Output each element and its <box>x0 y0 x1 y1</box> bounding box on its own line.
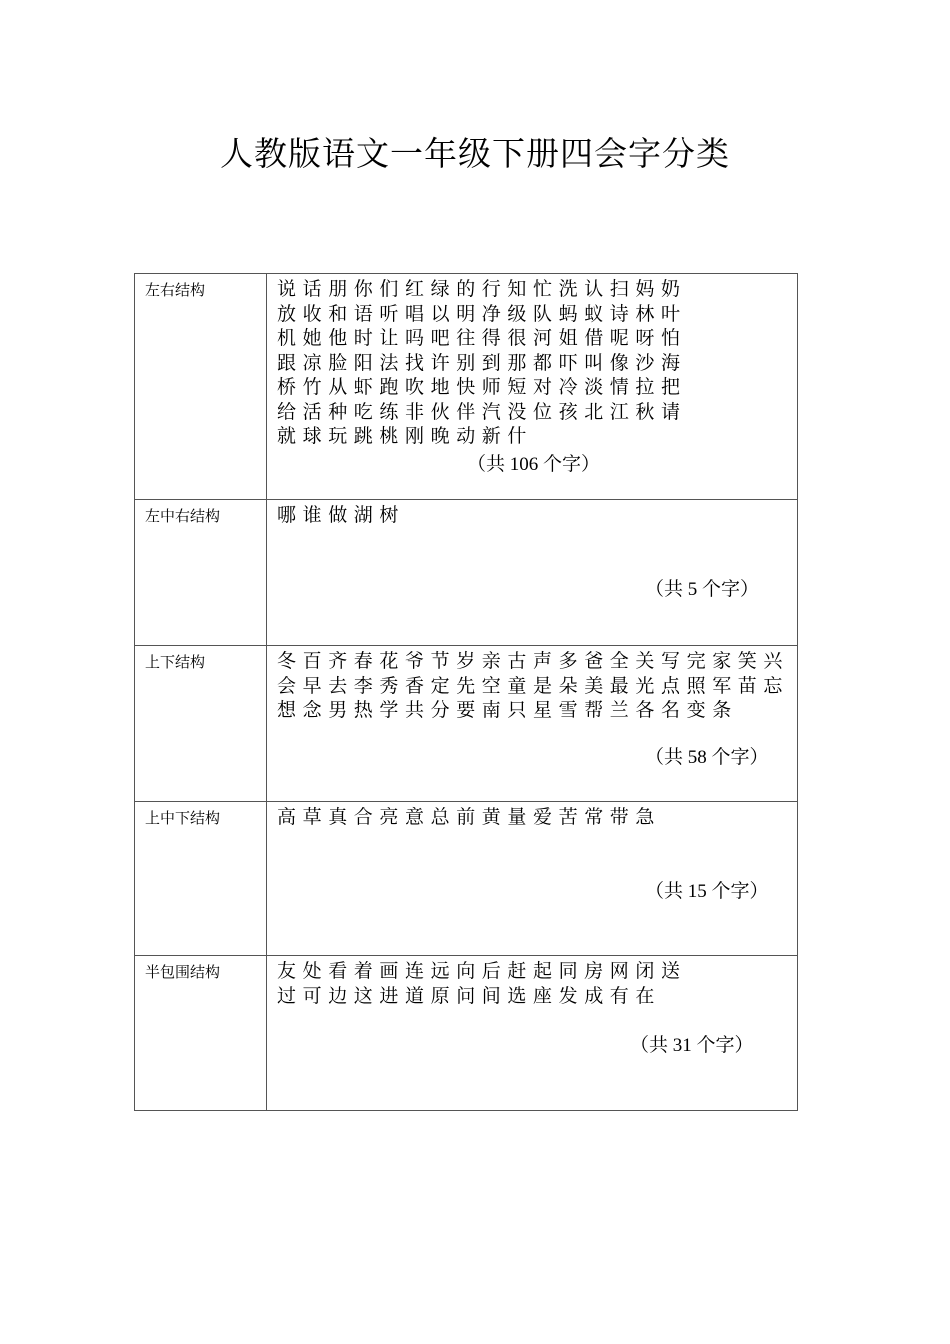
row-content <box>267 802 798 956</box>
row-label: 上中下结构 <box>135 802 267 956</box>
character-count: （共 15 个字） <box>645 881 769 902</box>
row-label: 左中右结构 <box>135 500 267 646</box>
row-content <box>267 646 798 802</box>
character-table <box>134 273 798 1111</box>
row-label: 左右结构 <box>135 274 267 500</box>
row-label: 半包围结构 <box>135 956 267 1111</box>
page-title: 人教版语文一年级下册四会字分类 <box>220 134 730 173</box>
row-label: 上下结构 <box>135 646 267 802</box>
row-content <box>267 274 798 500</box>
character-list: 高草真合亮意总前黄量爱苦常带急 <box>277 806 662 828</box>
character-count: （共 106 个字） <box>467 454 601 475</box>
character-count: （共 5 个字） <box>645 579 760 600</box>
character-list: 冬百齐春花爷节岁亲古声多爸全关写完家笑兴会早去李秀香定先空童是朵美最光点照军苗忘想念男热学共分要南只星雪帮兰各名变条 <box>277 650 790 721</box>
table-row-top-bottom <box>135 646 798 802</box>
table-row-left-right <box>135 274 798 500</box>
character-list: 说话朋你们红绿的行知忙洗认扫妈奶放收和语听唱以明净级队蚂蚁诗林叶机她他时让吗吧往得很河姐借呢呀怕跟凉脸阳法找许别到那都吓叫像沙海桥竹从虾跑吹地快师短对冷淡情拉把给活种吃练非伙伴汽没位孩北江秋请就球玩跳桃刚晚动新什 <box>277 278 687 447</box>
table-row-left-middle-right <box>135 500 798 646</box>
character-list: 友处看着画连远向后赶起同房网闭送过可边这进道原问间选座发成有在 <box>277 960 687 1007</box>
row-content <box>267 500 798 646</box>
row-content <box>267 956 798 1111</box>
table-row-half-enclosed <box>135 956 798 1111</box>
character-list: 哪谁做湖树 <box>277 504 406 526</box>
character-count: （共 31 个字） <box>630 1035 754 1056</box>
table-row-top-middle-bottom <box>135 802 798 956</box>
character-count: （共 58 个字） <box>645 747 769 768</box>
